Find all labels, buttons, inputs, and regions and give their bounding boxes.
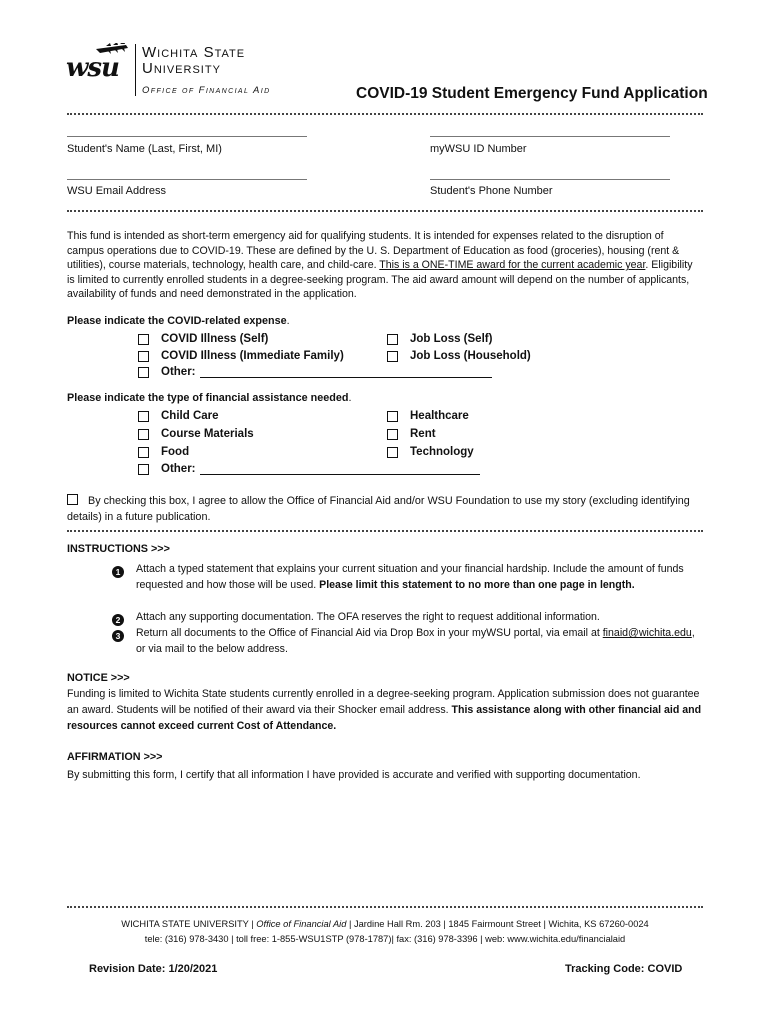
one-time-award-note: This is a ONE-TIME award for the current academic year — [379, 259, 646, 272]
assistance-option[interactable]: Child Care — [138, 408, 219, 424]
logo-divider — [135, 44, 136, 96]
assistance-option[interactable]: Healthcare — [387, 408, 469, 424]
office-name: Office of Financial Aid — [142, 85, 271, 96]
divider — [67, 113, 703, 115]
field-label: Student's Phone Number — [430, 185, 553, 197]
divider — [67, 906, 703, 908]
checkbox[interactable] — [138, 334, 149, 345]
instruction-item: Attach any supporting documentation. The OFA reserves the right to request additional information. — [136, 611, 600, 623]
revision-date: Revision Date: 1/20/2021 — [89, 963, 218, 975]
expense-option[interactable]: Job Loss (Self) — [387, 331, 492, 347]
instructions-heading: INSTRUCTIONS >>> — [67, 543, 170, 555]
field-label: myWSU ID Number — [430, 143, 527, 155]
checkbox[interactable] — [387, 351, 398, 362]
affirmation-heading: AFFIRMATION >>> — [67, 751, 163, 763]
checkbox[interactable] — [138, 464, 149, 475]
university-name-line1: Wichita State — [142, 44, 246, 61]
footer-address: WICHITA STATE UNIVERSITY | Office of Financial Aid | Jardine Hall Rm. 203 | 1845 Fairmount Street | Wichita, KS 67260-0024 — [121, 919, 649, 929]
wsu-logo — [66, 43, 130, 85]
checkbox[interactable] — [387, 334, 398, 345]
student-name-field[interactable] — [67, 136, 307, 137]
university-name-line2: University — [142, 60, 221, 77]
checkbox[interactable] — [138, 411, 149, 422]
checkbox[interactable] — [138, 429, 149, 440]
instruction-item: Attach a typed statement that explains your current situation and your financial hardship. Include the amount of funds requested and how those will be used. Please limit this statement to no more than one page in length. — [136, 563, 684, 591]
checkbox[interactable] — [138, 367, 149, 378]
intro-paragraph: This fund is intended as short-term emergency aid for qualifying students. It is intended for expenses related to the disruption of campus operations due to COVID-19. These are defined by the U. S. Department of Education as food (groceries), housing (rent & utilities), course materials, technology, health care, and child-care. This is a ONE-TIME award for the current academic year. Eligibility is limited to currently enrolled students in a degree-seeking program. The aid award amount will depend on the number of applicants, availability of funds and need demonstrated in the application. — [67, 230, 693, 301]
instruction-number: 1 — [112, 562, 124, 580]
expense-option[interactable]: COVID Illness (Immediate Family) — [138, 348, 344, 364]
phone-field[interactable] — [430, 179, 670, 180]
divider — [67, 530, 703, 532]
tracking-code: Tracking Code: COVID — [565, 963, 683, 975]
checkbox[interactable] — [138, 447, 149, 458]
assistance-heading: Please indicate the type of financial assistance needed. — [67, 392, 352, 404]
instruction-number: 2 — [112, 610, 124, 628]
assistance-option[interactable]: Technology — [387, 444, 474, 460]
assistance-option-other[interactable]: Other: — [138, 461, 480, 477]
checkbox[interactable] — [387, 411, 398, 422]
expense-option[interactable]: COVID Illness (Self) — [138, 331, 268, 347]
field-label: WSU Email Address — [67, 185, 167, 197]
assistance-option[interactable]: Course Materials — [138, 426, 254, 442]
divider — [67, 210, 703, 212]
field-label: Student's Name (Last, First, MI) — [67, 143, 222, 155]
instruction-number: 3 — [112, 626, 124, 644]
assistance-option[interactable]: Food — [138, 444, 189, 460]
expense-option-other[interactable]: Other: — [138, 364, 492, 380]
other-text-field[interactable] — [200, 377, 492, 378]
checkbox[interactable] — [387, 447, 398, 458]
notice-text: Funding is limited to Wichita State students currently enrolled in a degree-seeking program. Application submission does not guarantee an award. Students will be notified of their award via their Shocker email address. This assistance along with other financial aid and resources cannot exceed current Cost of Attendance. — [67, 688, 702, 732]
finaid-email-link[interactable]: finaid@wichita.edu — [602, 627, 692, 639]
email-field[interactable] — [67, 179, 307, 180]
expense-heading: Please indicate the COVID-related expense. — [67, 315, 290, 327]
mywsu-id-field[interactable] — [430, 136, 670, 137]
expense-option[interactable]: Job Loss (Household) — [387, 348, 531, 364]
affirmation-text: By submitting this form, I certify that all information I have provided is accurate and verified with supporting documentation. — [67, 769, 641, 781]
consent-text: By checking this box, I agree to allow the Office of Financial Aid and/or WSU Foundation to use my story (excluding identifying details) in a future publication. — [67, 495, 690, 523]
checkbox[interactable] — [387, 429, 398, 440]
logo-wordmark: wsu — [66, 53, 119, 83]
checkbox[interactable] — [138, 351, 149, 362]
instruction-item: Return all documents to the Office of Financial Aid via Drop Box in your myWSU portal, via email at finaid@wichita.edu, or via mail to the below address. — [136, 627, 695, 655]
footer-contact: tele: (316) 978-3430 | toll free: 1-855-WSU1STP (978-1787)| fax: (316) 978-3396 | web: www.wichita.edu/financialaid — [144, 934, 626, 944]
page-title: COVID-19 Student Emergency Fund Application — [356, 85, 708, 102]
notice-heading: NOTICE >>> — [67, 672, 130, 684]
assistance-option[interactable]: Rent — [387, 426, 436, 442]
other-text-field[interactable] — [200, 474, 480, 475]
